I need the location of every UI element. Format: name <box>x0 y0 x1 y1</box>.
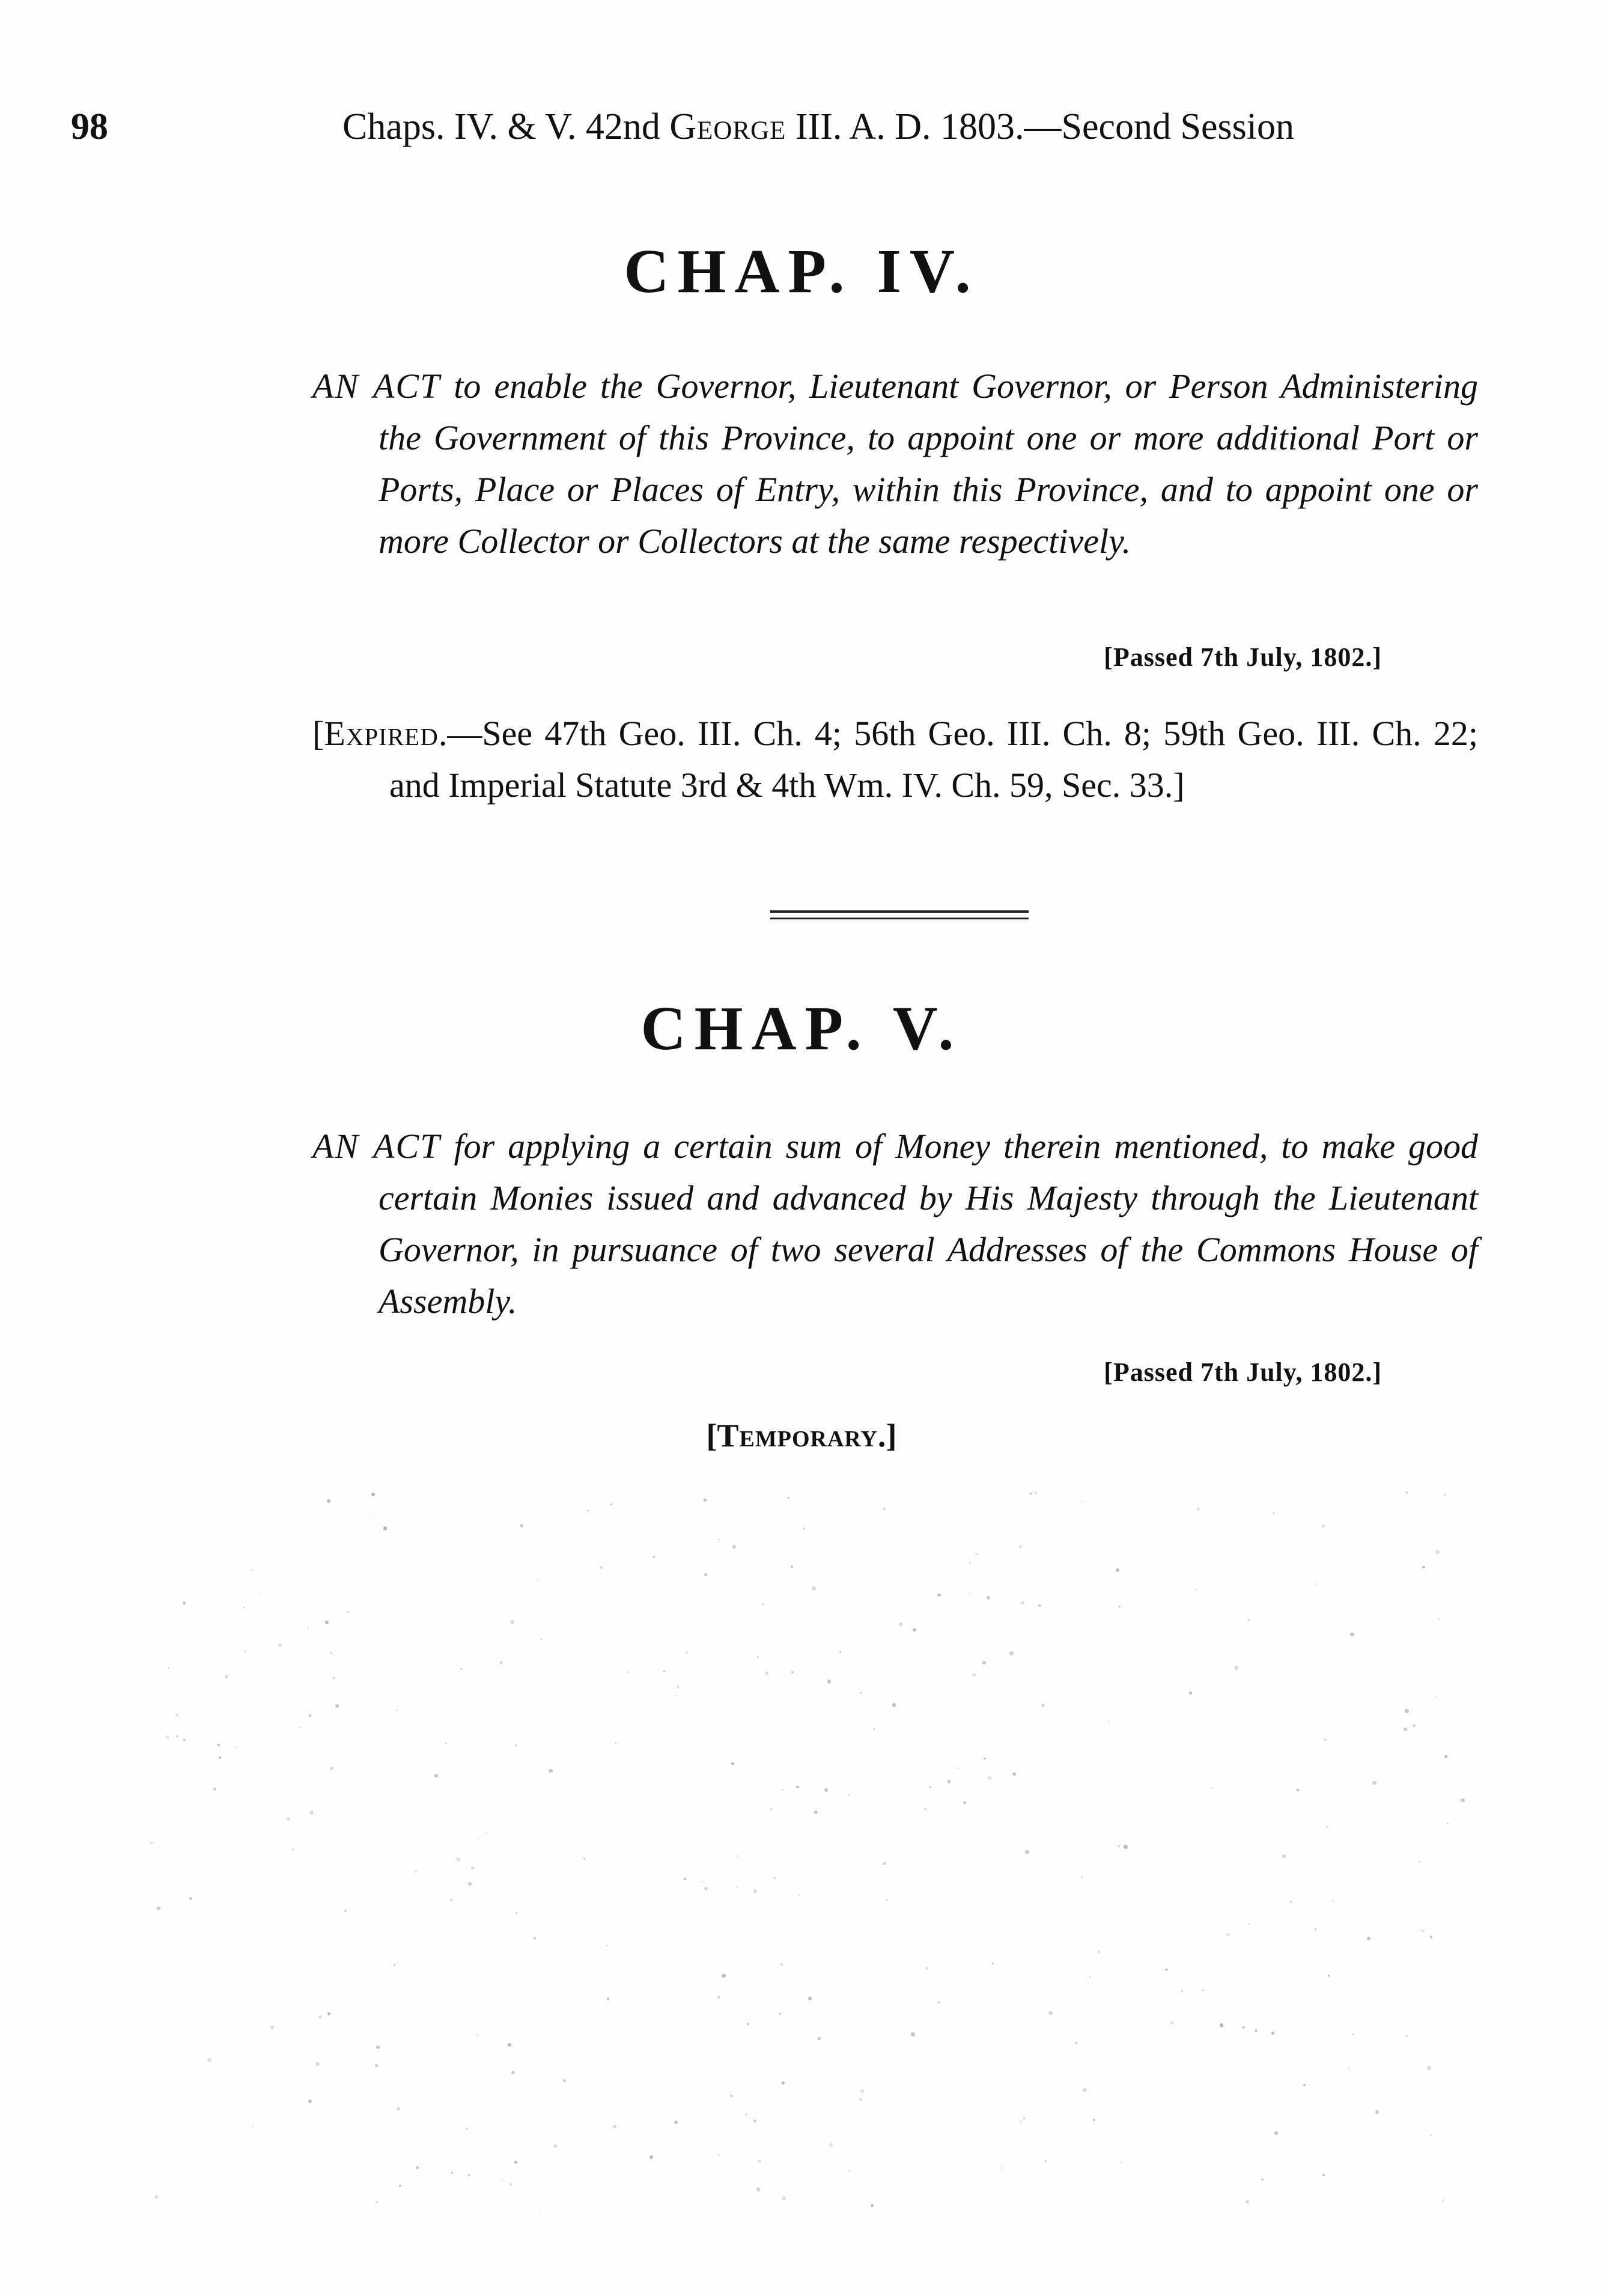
scan-speck <box>615 1743 616 1744</box>
scan-speck <box>839 1651 841 1653</box>
scan-speck <box>1249 1923 1250 1925</box>
scan-speck <box>183 1601 186 1605</box>
scan-speck <box>310 1810 314 1815</box>
chapter-iv-heading: CHAP. IV. <box>624 237 979 306</box>
scan-speck <box>1303 2084 1306 2086</box>
scan-speck <box>1326 1826 1328 1828</box>
scan-speck <box>1075 2042 1077 2044</box>
scan-speck <box>1435 1696 1437 1698</box>
scan-speck <box>450 1898 453 1901</box>
scan-speck <box>150 1842 153 1844</box>
scan-speck <box>1119 1606 1121 1607</box>
scan-speck <box>600 1566 603 1569</box>
scan-speck <box>747 2023 749 2026</box>
scan-speck <box>327 2012 330 2015</box>
scan-speck <box>307 1627 309 1630</box>
chapter-iv-passed-date: [Passed 7th July, 1802.] <box>1104 642 1382 672</box>
scan-speck <box>1332 1900 1333 1901</box>
scan-speck <box>988 1776 991 1780</box>
chapter-iv-act-lead: AN ACT <box>312 367 441 406</box>
scan-speck <box>1015 1496 1017 1497</box>
scan-speck <box>397 2107 400 2110</box>
scan-speck <box>583 1858 585 1859</box>
chapter-v-passed-date: [Passed 7th July, 1802.] <box>1104 1357 1382 1387</box>
scan-speck <box>765 1672 768 1675</box>
scan-speck <box>520 1524 523 1527</box>
scan-speck <box>829 2143 833 2147</box>
scan-speck <box>649 2155 653 2159</box>
scan-speck <box>1012 1773 1016 1776</box>
scan-speck <box>397 1710 398 1711</box>
scan-speck <box>883 1862 886 1866</box>
scan-speck <box>258 1594 260 1596</box>
scan-speck <box>718 2154 720 2156</box>
scan-speck <box>1274 2131 1278 2135</box>
scan-speck <box>399 2185 401 2187</box>
scan-speck <box>987 1596 991 1600</box>
expired-note-open: [ <box>312 714 324 753</box>
divider-rule-top <box>770 910 1029 913</box>
scan-speck <box>347 1611 348 1613</box>
scan-speck <box>416 2166 419 2169</box>
scan-speck <box>554 2145 557 2148</box>
running-head-pre: Chaps. IV. & V. 42nd <box>342 106 670 147</box>
scan-speck <box>534 1937 537 1940</box>
scan-speck <box>1444 1494 1446 1495</box>
scan-speck <box>1442 2199 1444 2201</box>
scan-speck <box>189 1897 193 1901</box>
scan-speck <box>175 1714 178 1717</box>
scan-speck <box>155 2196 158 2199</box>
scan-speck <box>394 1964 395 1966</box>
scan-speck <box>1181 1990 1183 1992</box>
scan-speck <box>278 1643 282 1647</box>
scan-speck <box>375 2064 378 2067</box>
scan-speck <box>168 1667 170 1669</box>
scan-speck <box>1404 1728 1407 1731</box>
scan-speck <box>516 1912 517 1914</box>
scan-speck <box>1081 1877 1083 1878</box>
scan-speck <box>798 1895 800 1896</box>
scan-speck <box>818 2037 821 2040</box>
scan-speck <box>371 1493 375 1496</box>
scan-speck <box>252 2125 254 2127</box>
scan-speck <box>1197 1508 1199 1510</box>
scan-speck <box>773 1877 776 1880</box>
scan-speck <box>937 1594 940 1597</box>
scan-speck <box>503 2180 504 2181</box>
scan-speck <box>1038 1604 1041 1607</box>
scan-speck <box>243 1607 245 1608</box>
temporary-close: .] <box>877 1417 897 1454</box>
chapter-iv-act-text: to enable the Governor, Lieutenant Governor, or Person Administering the Government of this Province, to appoint one or more additional Port or Ports, Place or Places of Entry, within this Province, and to appoint one or more Collector or Collectors at the same respectively. <box>379 367 1479 561</box>
scan-speck <box>1315 1583 1316 1585</box>
scan-speck <box>982 1661 986 1664</box>
scan-speck <box>176 1735 178 1737</box>
scan-speck <box>745 2113 747 2116</box>
scan-speck <box>183 1738 186 1741</box>
scan-speck <box>607 1997 610 2000</box>
scan-speck <box>1048 2011 1053 2015</box>
scan-speck <box>803 1527 805 1529</box>
scan-speck <box>1322 2174 1325 2176</box>
scan-speck <box>509 2183 512 2185</box>
scan-speck <box>676 1695 677 1696</box>
scan-speck <box>1083 2088 1087 2092</box>
scan-speck <box>782 2081 785 2084</box>
scan-speck <box>1045 2160 1047 2162</box>
scan-speck <box>808 1997 812 2000</box>
scan-speck <box>383 1526 388 1530</box>
scan-speck <box>511 1620 514 1624</box>
scan-speck <box>1170 2021 1173 2024</box>
expired-label: Expired <box>324 714 439 753</box>
scan-speck <box>925 1808 926 1809</box>
scan-speck <box>1124 1845 1128 1849</box>
scan-speck <box>538 1579 540 1581</box>
scan-speck <box>1009 1651 1014 1655</box>
scan-speck <box>758 2160 761 2163</box>
scan-speck <box>456 1857 460 1862</box>
scan-speck <box>827 1679 831 1683</box>
scan-speck <box>871 2204 874 2207</box>
scan-speck <box>1234 1666 1238 1670</box>
scan-speck <box>445 1743 447 1744</box>
scan-speck <box>613 2125 616 2128</box>
scan-speck <box>511 2071 515 2074</box>
scan-speck <box>471 1866 474 1869</box>
scan-speck <box>957 1767 958 1768</box>
scan-speck <box>848 1794 850 1796</box>
scan-speck <box>969 1593 970 1594</box>
scan-speck <box>925 1967 928 1969</box>
scan-speck <box>791 1671 794 1673</box>
scan-speck <box>325 1621 329 1624</box>
scan-speck <box>485 1832 487 1833</box>
scan-speck <box>848 2170 850 2172</box>
chapter-iv-act-title <box>312 361 1478 567</box>
scan-speck <box>886 1899 887 1901</box>
scan-speck <box>415 1871 417 1873</box>
scan-speck <box>251 1569 253 1571</box>
scan-speck <box>540 2210 541 2211</box>
scan-speck <box>937 2001 940 2004</box>
divider-rule-bottom <box>770 918 1029 919</box>
scan-speck <box>814 1810 818 1814</box>
scan-speck <box>376 2045 380 2049</box>
scan-speck <box>1427 2066 1431 2070</box>
scan-speck <box>606 1945 607 1946</box>
scan-speck <box>704 1499 707 1502</box>
scan-speck <box>652 1556 655 1559</box>
scan-speck <box>515 1744 517 1747</box>
running-head-george: George <box>669 106 786 147</box>
scan-speck <box>1324 1738 1326 1740</box>
scan-speck <box>315 2062 319 2066</box>
scan-speck <box>722 1974 726 1978</box>
scan-speck <box>1041 1704 1045 1707</box>
scan-speck <box>335 1704 338 1707</box>
scan-speck <box>166 1735 169 1738</box>
chapter-v-heading: CHAP. V. <box>640 994 963 1063</box>
scan-speck <box>1430 1935 1432 1938</box>
scan-speck <box>736 1856 737 1857</box>
scan-speck <box>796 1786 798 1788</box>
scan-speck <box>1246 2200 1249 2203</box>
scan-speck <box>753 2119 756 2122</box>
temporary-status <box>0 1419 1603 1452</box>
scan-speck <box>476 2034 478 2036</box>
scan-speck <box>1019 1545 1021 1548</box>
scan-speck <box>1413 1725 1415 1727</box>
scan-speck <box>883 1508 886 1510</box>
scan-speck <box>929 1786 931 1788</box>
scan-speck <box>1261 2178 1264 2181</box>
scan-speck <box>1406 1491 1408 1494</box>
scan-speck <box>788 1497 789 1499</box>
scan-speck <box>1020 2121 1021 2122</box>
scan-speck <box>1406 2035 1407 2036</box>
scan-speck <box>235 1747 237 1749</box>
scan-speck <box>478 1839 479 1840</box>
scan-speck <box>704 1573 707 1576</box>
scan-speck <box>1255 2029 1258 2032</box>
scan-speck <box>1282 1854 1286 1858</box>
scan-speck <box>508 2043 511 2047</box>
scan-speck <box>948 1780 951 1783</box>
scan-speck <box>757 1656 759 1658</box>
scan-speck <box>292 1848 294 1851</box>
scan-speck <box>1328 1975 1330 1977</box>
scan-speck <box>992 1963 994 1964</box>
scan-speck <box>1227 1933 1230 1936</box>
scan-speck <box>1025 1850 1029 1854</box>
scan-speck <box>1195 1589 1197 1591</box>
scan-speck <box>1001 2167 1002 2169</box>
scan-speck <box>963 1801 966 1804</box>
scan-speck <box>1189 1692 1192 1695</box>
scan-speck <box>973 1673 975 1676</box>
scan-speck <box>332 1676 335 1679</box>
scan-speck <box>330 1767 333 1770</box>
chapter-v-act-text: for applying a certain sum of Money therein mentioned, to make good certain Monies issued and advanced by His Majesty through the Lieutenant Governor, in pursuance of two several Addresses of the Commons House of Assembly. <box>379 1127 1478 1321</box>
scan-speck <box>299 1727 301 1729</box>
scan-speck <box>1348 2068 1349 2069</box>
scan-speck <box>1438 1618 1440 1620</box>
scan-speck <box>717 1996 720 1999</box>
scan-speck <box>1422 1566 1425 1568</box>
scan-speck <box>627 1671 628 1673</box>
scan-speck <box>287 1817 290 1821</box>
scan-speck <box>1165 1969 1167 1971</box>
scan-speck <box>610 1503 612 1505</box>
scan-speck <box>549 1769 553 1773</box>
scan-speck <box>1220 2023 1224 2027</box>
scan-speck <box>541 1639 542 1640</box>
scan-speck <box>762 1603 764 1606</box>
scan-speck <box>1422 1929 1424 1932</box>
scan-speck <box>913 1628 916 1632</box>
scan-speck <box>514 2161 517 2164</box>
temporary-open: [ <box>706 1417 717 1454</box>
scan-speck <box>1211 1788 1212 1789</box>
scan-speck <box>719 1539 720 1541</box>
scan-speck <box>1120 2162 1121 2163</box>
scan-speck <box>468 1882 471 1885</box>
scan-speck <box>460 1668 463 1670</box>
scan-speck <box>1035 1492 1036 1494</box>
scan-speck <box>466 2128 468 2130</box>
scan-speck <box>1419 1861 1420 1862</box>
scan-speck <box>860 1692 862 1694</box>
scan-speck <box>1029 1493 1032 1495</box>
scan-speck <box>1116 1568 1119 1572</box>
scan-speck <box>1352 2033 1354 2035</box>
scan-speck <box>356 1922 357 1923</box>
scan-speck <box>373 1517 374 1518</box>
scan-speck <box>780 1963 783 1966</box>
scan-speck <box>899 1622 902 1626</box>
scan-speck <box>1271 2032 1274 2035</box>
scan-speck <box>701 1881 703 1883</box>
scan-speck <box>1405 1709 1408 1713</box>
scan-speck <box>1430 2134 1432 2136</box>
scan-speck <box>782 1789 783 1791</box>
scan-speck <box>874 1728 875 1730</box>
scan-speck <box>1089 1976 1090 1978</box>
scan-speck <box>686 1651 688 1654</box>
scan-speck <box>1447 1823 1448 1824</box>
scan-speck <box>1248 1619 1250 1621</box>
scan-speck <box>824 1788 828 1792</box>
scan-speck <box>376 2201 378 2203</box>
scan-speck <box>860 2098 862 2100</box>
scan-speck <box>1367 1937 1370 1940</box>
scan-speck <box>812 1586 815 1590</box>
scan-speck <box>270 2026 274 2029</box>
scan-speck <box>782 2196 786 2200</box>
scan-speck <box>1021 1601 1024 1604</box>
scan-speck <box>309 1714 311 1717</box>
scan-speck <box>213 1788 216 1791</box>
chapter-divider <box>770 910 1029 924</box>
scan-speck <box>1023 2118 1025 2119</box>
scan-speck <box>344 1910 347 1913</box>
scan-speck <box>1297 1789 1299 1791</box>
scan-speck <box>984 1758 985 1759</box>
scan-speck <box>245 1650 246 1652</box>
scan-speck <box>663 1670 666 1673</box>
scan-speck <box>468 2174 470 2176</box>
scan-speck <box>677 1685 680 1689</box>
scan-speck <box>327 1499 330 1503</box>
scan-speck <box>791 1565 793 1568</box>
scan-speck <box>770 1808 773 1810</box>
scan-speck <box>434 1774 437 1777</box>
scan-speck <box>1118 1845 1120 1847</box>
scan-speck <box>1109 1721 1110 1722</box>
chapter-v-act-title <box>312 1121 1478 1327</box>
scan-speck <box>911 2032 915 2036</box>
scan-speck <box>1350 1633 1354 1637</box>
scan-speck <box>1093 2119 1095 2121</box>
scan-speck <box>318 2015 322 2019</box>
scan-speck <box>563 2079 565 2081</box>
scan-speck <box>779 2013 781 2015</box>
scan-speck <box>330 1652 332 1654</box>
scan-speck <box>157 1907 160 1910</box>
scan-speck <box>1435 1550 1439 1554</box>
scan-speck <box>753 1889 758 1893</box>
scan-speck <box>1098 1951 1100 1953</box>
scan-speck <box>1444 1755 1448 1759</box>
scan-speck <box>1375 2110 1379 2114</box>
scan-speck <box>451 2172 453 2174</box>
scan-speck <box>892 1703 896 1707</box>
scan-speck <box>499 1661 503 1664</box>
scan-speck <box>731 1762 734 1765</box>
scan-speck <box>674 2121 678 2124</box>
scan-speck <box>1081 1501 1083 1503</box>
scan-speck <box>975 1553 978 1555</box>
scan-speck <box>1242 2026 1245 2029</box>
scan-speck <box>1290 1901 1292 1902</box>
scan-speck <box>860 2089 864 2093</box>
scan-speck <box>308 2100 312 2103</box>
temporary-label: Temporary <box>717 1417 878 1454</box>
scan-speck <box>756 2187 760 2191</box>
chapter-v-act-lead: AN ACT <box>312 1127 441 1166</box>
page-number: 98 <box>71 106 108 147</box>
scan-speck <box>730 2095 732 2097</box>
scan-speck <box>217 1744 220 1746</box>
scan-speck <box>684 1878 686 1880</box>
scan-speck <box>969 1562 970 1563</box>
scan-speck <box>587 1510 588 1511</box>
scan-speck <box>1273 1512 1274 1514</box>
running-head-post: III. A. D. 1803.—Second Session <box>786 106 1294 147</box>
scan-speck <box>1202 1990 1203 1991</box>
scan-speck <box>219 1756 221 1759</box>
scan-speck <box>1372 1781 1376 1785</box>
scan-speck <box>736 1886 737 1887</box>
chapter-iv-expired-note <box>312 708 1478 811</box>
scan-speck <box>1322 1524 1325 1527</box>
running-head <box>342 108 1472 145</box>
expired-note-text: .—See 47th Geo. III. Ch. 4; 56th Geo. III. Ch. 8; 59th Geo. III. Ch. 22; and Imperial Statute 3rd & 4th Wm. IV. Ch. 59, Sec. 33.] <box>389 714 1478 805</box>
scan-speck <box>704 1887 707 1890</box>
scan-speck <box>225 1675 228 1678</box>
scan-speck <box>732 1545 737 1549</box>
scan-speck <box>1315 1928 1316 1930</box>
scan-speck <box>1461 1798 1465 1803</box>
scan-speck <box>207 2058 211 2062</box>
